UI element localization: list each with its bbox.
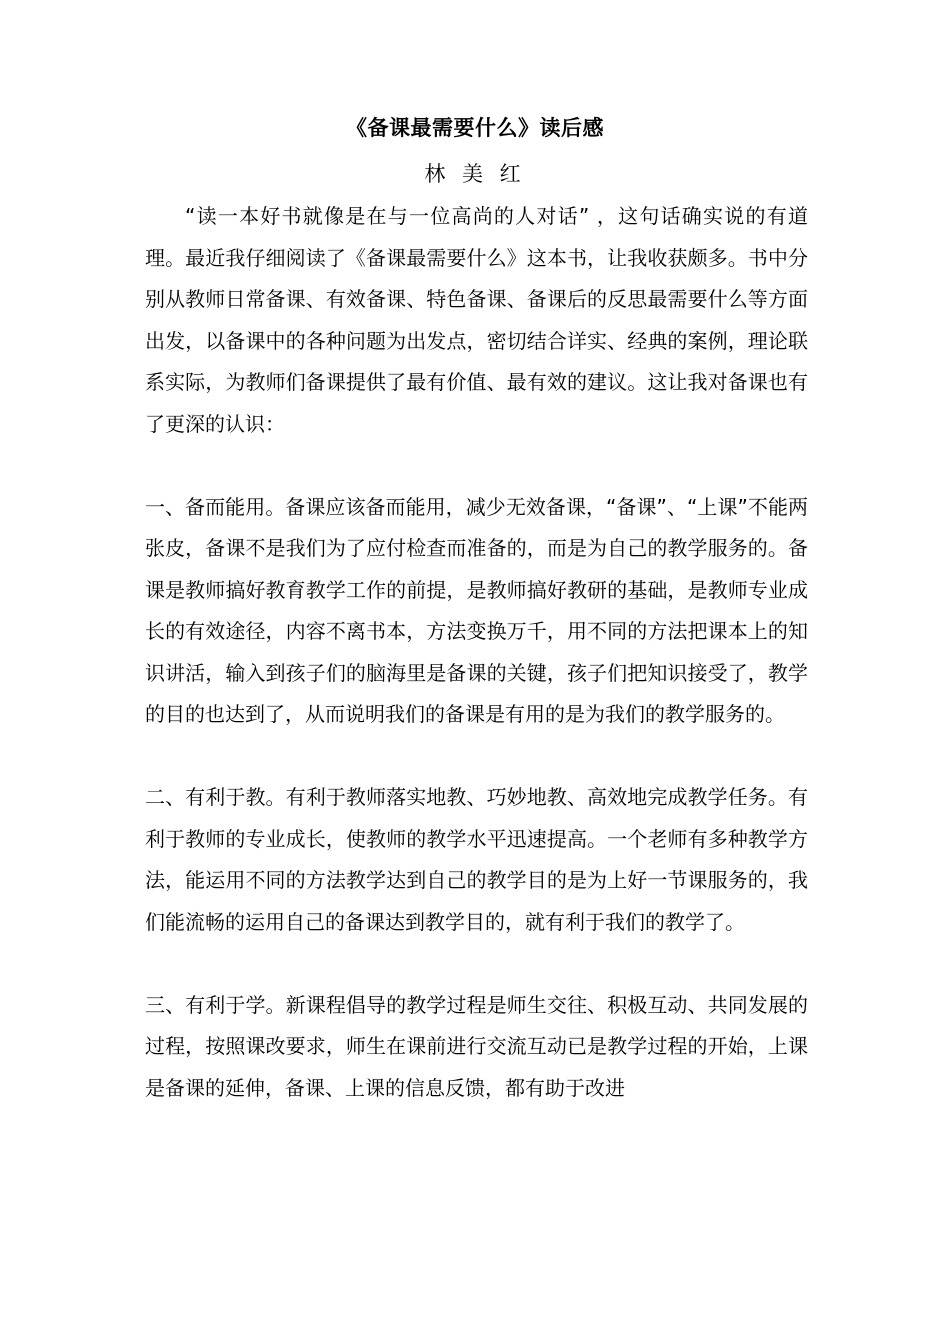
paragraph-intro: “读一本好书就像是在与一位高尚的人对话” ，这句话确实说的有道理。最近我仔细阅读了《备课最需要什么》这本书，让我收获颇多。书中分别从教师日常备课、有效备课、特色备课、备课后的反思最需要什么等方面出发，以备课中的各种问题为出发点，密切结合详实、经典的案例，理论联系实际，为教师们备课提供了最有价值、最有效的建议。这让我对备课也有了更深的认识：	[145, 204, 808, 436]
paragraph-spacer	[145, 445, 808, 487]
paragraph-spacer	[145, 736, 808, 778]
document-title: 《备课最需要什么》读后感	[346, 116, 604, 140]
paragraph-point-two: 二、有利于教。有利于教师落实地教、巧妙地教、高效地完成教学任务。有利于教师的专业成长，使教师的教学水平迅速提高。一个老师有多种教学方法，能运用不同的方法教学达到自己的教学目的是为上好一节课服务的，我们能流畅的运用自己的备课达到教学目的，就有利于我们的教学了。	[145, 785, 808, 934]
document-body	[145, 196, 808, 1109]
paragraph-spacer	[145, 943, 808, 985]
document-author: 林 美 红	[424, 162, 526, 186]
paragraph-point-one: 一、备而能用。备课应该备而能用，减少无效备课，“备课”、“上课”不能两张皮，备课不是我们为了应付检查而准备的，而是为自己的教学服务的。备课是教师搞好教育教学工作的前提，是教师搞好教研的基础，是教师专业成长的有效途径，内容不离书本，方法变换万千，用不同的方法把课本上的知识讲活，输入到孩子们的脑海里是备课的关键，孩子们把知识接受了，教学的目的也达到了，从而说明我们的备课是有用的是为我们的教学服务的。	[145, 494, 808, 726]
paragraph-point-three: 三、有利于学。新课程倡导的教学过程是师生交往、积极互动、共同发展的过程，按照课改要求，师生在课前进行交流互动已是教学过程的开始，上课是备课的延伸，备课、上课的信息反馈，都有助于改进	[145, 992, 808, 1100]
